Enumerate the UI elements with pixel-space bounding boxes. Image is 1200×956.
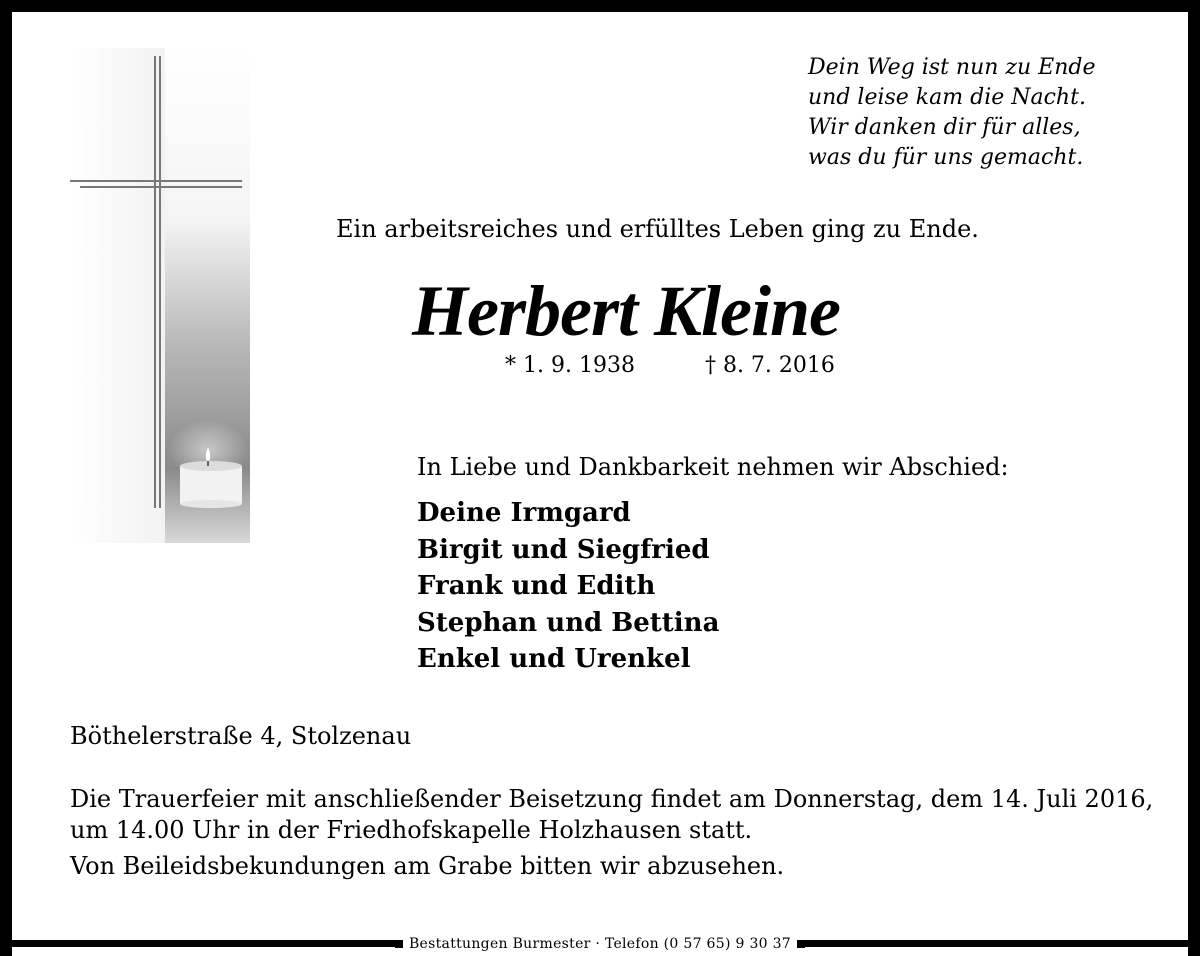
funeral-home: Bestattungen Burmester · Telefon (0 57 65) 9 30 37 <box>408 935 792 952</box>
verse <box>808 53 1148 173</box>
condolence-note: Von Beileidsbekundungen am Grabe bitten wir abzusehen. <box>70 852 785 880</box>
candle-icon <box>168 420 248 508</box>
footer-rule-right <box>805 940 1200 947</box>
verse-line: was du für uns gemacht. <box>808 145 1084 170</box>
verse-line: Wir danken dir für alles, <box>808 115 1081 140</box>
death-date: † 8. 7. 2016 <box>704 353 835 378</box>
mourner: Birgit und Siegfried <box>417 534 710 565</box>
footer-square <box>395 940 403 948</box>
verse-line: und leise kam die Nacht. <box>808 85 1086 110</box>
service-line: um 14.00 Uhr in der Friedhofskapelle Holzhausen statt. <box>70 816 753 844</box>
footer-rule-left <box>0 940 395 947</box>
mourner: Deine Irmgard <box>417 498 631 528</box>
birth-date: * 1. 9. 1938 <box>505 353 635 378</box>
footer-bar <box>0 935 1200 952</box>
farewell-text: In Liebe und Dankbarkeit nehmen wir Abschied: <box>417 453 1009 481</box>
mourner: Frank und Edith <box>417 571 656 601</box>
cross-candle-image <box>70 48 260 548</box>
intro-text: Ein arbeitsreiches und erfülltes Leben ging zu Ende. <box>336 215 979 243</box>
address: Böthelerstraße 4, Stolzenau <box>70 722 412 750</box>
service-line: Die Trauerfeier mit anschließender Beisetzung findet am Donnerstag, dem 14. Juli 2016, <box>70 785 1154 813</box>
mourner: Stephan und Bettina <box>417 607 720 638</box>
life-dates <box>505 353 835 378</box>
service-info <box>70 784 1153 846</box>
mourners-list <box>417 495 719 678</box>
deceased-name: Herbert Kleine <box>412 271 840 351</box>
mourner: Enkel und Urenkel <box>417 644 691 674</box>
verse-line: Dein Weg ist nun zu Ende <box>808 55 1096 80</box>
footer-square <box>797 940 805 948</box>
